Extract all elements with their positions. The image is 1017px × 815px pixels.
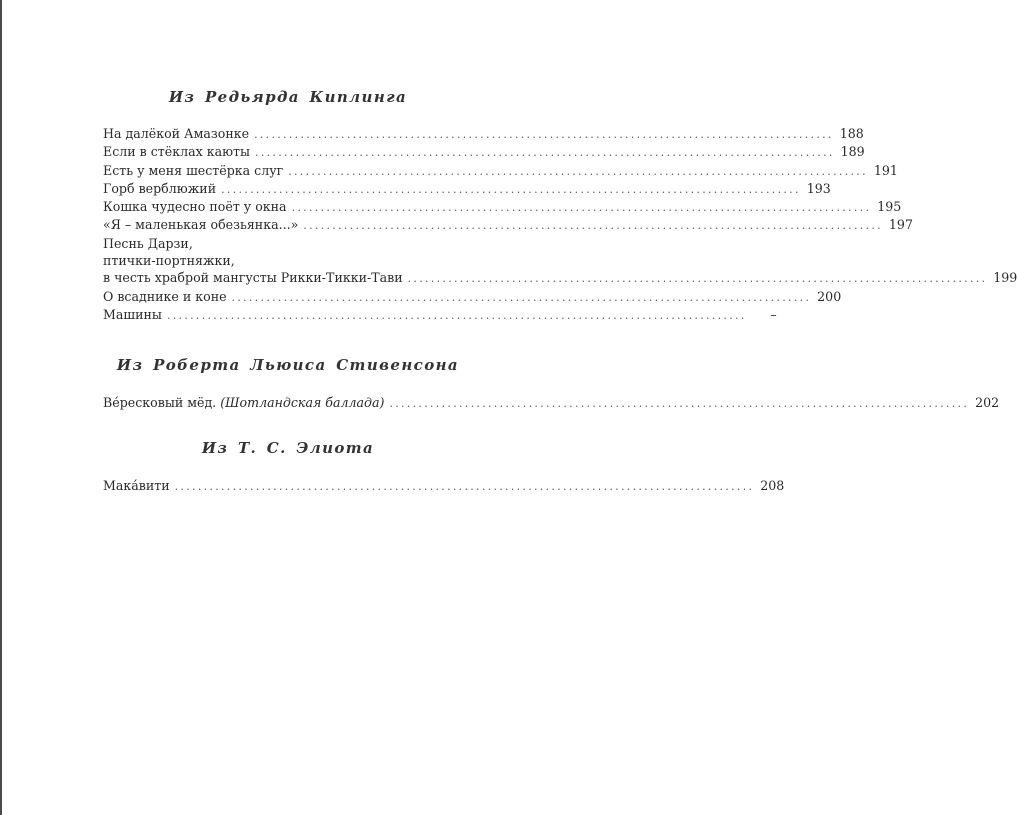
toc-entry-title: На далёкой Амазонке bbox=[103, 126, 250, 141]
dot-leader: .................................................................................................... bbox=[291, 201, 872, 215]
dot-leader: .................................................................................................... bbox=[407, 272, 988, 286]
toc-entry-title: Мака́вити bbox=[103, 477, 170, 493]
toc-entry-title: Кошка чудесно поёт у окна bbox=[103, 199, 287, 215]
toc-entry-page: 188 bbox=[839, 126, 864, 141]
dot-leader: .................................................................................................... bbox=[231, 290, 812, 304]
toc-entry[interactable] bbox=[103, 477, 785, 495]
toc-entry-title-line: птички-портняжки, bbox=[103, 253, 235, 269]
toc-entry[interactable] bbox=[103, 180, 831, 198]
toc-entry[interactable] bbox=[103, 306, 777, 324]
toc-entry-title-text: Ве́ресковый мёд. bbox=[103, 395, 217, 411]
toc-entry-page: 202 bbox=[975, 395, 1000, 411]
toc-entry-title: Если в стёклах каюты bbox=[103, 144, 251, 160]
toc-entry-page: 189 bbox=[840, 144, 865, 160]
toc-entry-title bbox=[103, 394, 389, 411]
toc-section-eliot bbox=[103, 438, 785, 495]
dot-leader: .................................................................................................... bbox=[255, 146, 835, 160]
toc-section-stevenson bbox=[103, 356, 1000, 412]
toc-entry-page: 199 bbox=[993, 270, 1017, 286]
dot-leader: .................................................................................................... bbox=[303, 219, 883, 233]
page-edge-line bbox=[0, 0, 2, 815]
section-title: Из Редьярда Киплинга bbox=[168, 88, 408, 106]
dot-leader: .................................................................................................... bbox=[221, 182, 801, 196]
toc-entry-page: – bbox=[770, 306, 777, 322]
toc-entry[interactable] bbox=[103, 394, 1000, 412]
toc-entry-page: 193 bbox=[806, 180, 831, 196]
section-title: Из Т. С. Элиота bbox=[201, 438, 375, 457]
dot-leader: .................................................................................................... bbox=[288, 164, 868, 178]
toc-entry-page: 195 bbox=[877, 199, 902, 215]
toc-entry-multiline[interactable] bbox=[103, 235, 1017, 288]
toc-entry[interactable] bbox=[103, 125, 864, 143]
table-of-contents bbox=[103, 88, 1017, 495]
toc-entry[interactable] bbox=[103, 216, 913, 234]
toc-entry-title: «Я – маленькая обезьянка...» bbox=[103, 217, 299, 233]
toc-entry-title: Горб верблюжий bbox=[103, 180, 217, 196]
toc-entry[interactable] bbox=[103, 198, 902, 216]
toc-entry-title: в честь храброй мангусты Рикки-Тикки-Тави bbox=[103, 270, 403, 286]
toc-entry-title: О всаднике и коне bbox=[103, 288, 227, 304]
dot-leader: .................................................................................................... bbox=[174, 479, 755, 493]
toc-entry-title: Машины bbox=[103, 306, 162, 322]
toc-entry-title-line: Песнь Дарзи, bbox=[103, 235, 193, 251]
toc-entry-page: 197 bbox=[888, 217, 913, 233]
toc-section-kipling bbox=[103, 88, 1017, 324]
toc-entry-page: 200 bbox=[817, 288, 842, 304]
toc-entry-page: 208 bbox=[760, 477, 785, 493]
toc-entry[interactable] bbox=[103, 143, 865, 161]
section-title: Из Роберта Льюиса Стивенсона bbox=[116, 356, 460, 375]
toc-entry[interactable] bbox=[103, 162, 898, 180]
toc-entry-page: 191 bbox=[873, 162, 898, 178]
toc-entry[interactable] bbox=[103, 288, 842, 306]
dot-leader: .................................................................................................... bbox=[389, 397, 970, 411]
dot-leader: .................................................................................................... bbox=[254, 128, 834, 141]
toc-entry-title: Есть у меня шестёрка слуг bbox=[103, 162, 284, 178]
dot-leader: .................................................................................................... bbox=[166, 308, 747, 322]
toc-entry-subtitle: (Шотландская баллада) bbox=[220, 395, 385, 411]
